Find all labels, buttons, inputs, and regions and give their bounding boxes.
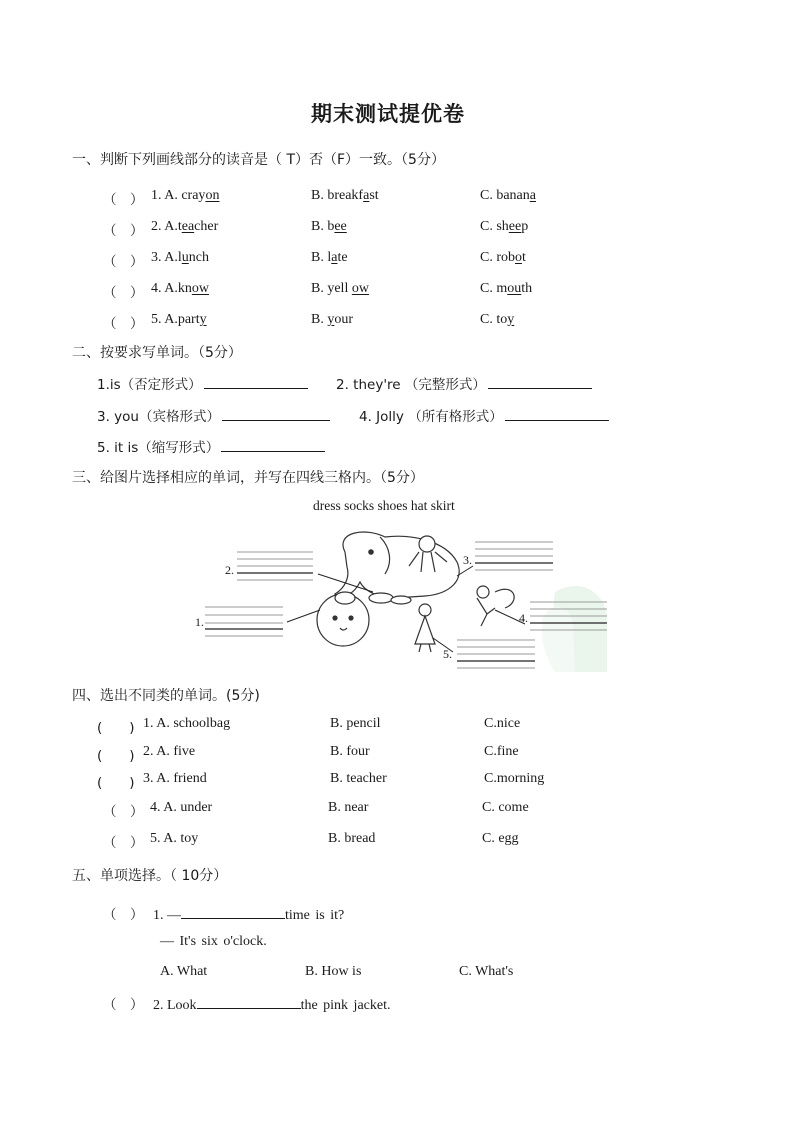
word-option-b: B. four bbox=[330, 744, 370, 759]
answer-paren[interactable]: （ ） bbox=[103, 804, 144, 820]
s2-question-4: 4. Jolly （所有格形式） bbox=[359, 405, 609, 425]
answer-paren[interactable]: ( ) bbox=[97, 775, 135, 791]
word-option-a: 1. A. schoolbag bbox=[143, 716, 231, 731]
answer-blank[interactable] bbox=[505, 406, 609, 421]
question-option-b: B. bee bbox=[311, 219, 347, 234]
section-3-heading: 三、给图片选择相应的单词，并写在四线三格内。（5分） bbox=[72, 470, 424, 486]
answer-paren[interactable]: （ ） bbox=[103, 316, 144, 332]
answer-paren[interactable]: （ ） bbox=[103, 835, 144, 851]
s2-question-2: 2. they're （完整形式） bbox=[336, 373, 592, 393]
s5-question-1-answer: — It's six o'clock. bbox=[160, 934, 267, 949]
answer-blank[interactable] bbox=[222, 406, 330, 421]
picture-label-2: 2. bbox=[225, 563, 234, 577]
s2-question-1: 1.is（否定形式） bbox=[97, 373, 308, 393]
section-4-heading: 四、选出不同类的单词。(5分) bbox=[72, 688, 260, 704]
word-option-b: B. pencil bbox=[330, 716, 381, 731]
question-option-b: B. your bbox=[311, 312, 354, 327]
s5-q1-option-b[interactable]: B. How is bbox=[305, 964, 362, 979]
answer-paren[interactable]: ( ) bbox=[97, 720, 135, 736]
answer-paren[interactable]: （ ） bbox=[103, 223, 144, 239]
word-option-b: B. near bbox=[328, 800, 369, 815]
section-2-heading: 二、按要求写单词。（5分） bbox=[72, 345, 242, 361]
section-5-heading: 五、单项选择。（ 10分） bbox=[72, 868, 228, 884]
word-bank: dress socks shoes hat skirt bbox=[313, 498, 455, 513]
answer-blank[interactable] bbox=[204, 374, 308, 389]
question-option-b: B. yell ow bbox=[311, 281, 369, 296]
s5-q1-option-a[interactable]: A. What bbox=[160, 964, 208, 979]
word-option-b: B. teacher bbox=[330, 771, 387, 786]
picture-label-4: 4. bbox=[519, 611, 528, 625]
picture-label-5: 5. bbox=[443, 647, 452, 661]
word-option-a: 3. A. friend bbox=[143, 771, 207, 786]
clothes-matching-picture bbox=[195, 522, 610, 674]
word-option-a: 2. A. five bbox=[143, 744, 196, 759]
word-option-c: C.nice bbox=[484, 716, 521, 731]
question-option-c: C. banana bbox=[480, 188, 536, 203]
picture-label-3: 3. bbox=[463, 553, 472, 567]
word-option-c: C.fine bbox=[484, 744, 519, 759]
answer-blank[interactable] bbox=[181, 904, 285, 919]
word-option-c: C.morning bbox=[484, 771, 545, 786]
question-option-c: C. mouth bbox=[480, 281, 533, 296]
word-option-c: C. come bbox=[482, 800, 529, 815]
question-option-a: 1. A. crayon bbox=[151, 188, 220, 203]
word-option-a: 4. A. under bbox=[150, 800, 213, 815]
word-option-c: C. egg bbox=[482, 831, 519, 846]
answer-blank[interactable] bbox=[488, 374, 592, 389]
s5-question-2: （ ） 2. Look the pink jacket. bbox=[103, 993, 390, 1014]
answer-paren[interactable]: （ ） bbox=[103, 907, 144, 923]
question-option-a: 5. A.party bbox=[151, 312, 207, 327]
answer-blank[interactable] bbox=[221, 437, 325, 452]
question-option-b: B. breakfast bbox=[311, 188, 379, 203]
question-option-b: B. late bbox=[311, 250, 348, 265]
question-option-a: 2. A.teacher bbox=[151, 219, 219, 234]
question-option-c: C. toy bbox=[480, 312, 515, 327]
question-option-c: C. robot bbox=[480, 250, 526, 265]
answer-paren[interactable]: （ ） bbox=[103, 192, 144, 208]
answer-paren[interactable]: （ ） bbox=[103, 285, 144, 301]
question-option-c: C. sheep bbox=[480, 219, 529, 234]
answer-paren[interactable]: （ ） bbox=[103, 254, 144, 270]
s2-question-3: 3. you（宾格形式） bbox=[97, 405, 330, 425]
answer-paren[interactable]: ( ) bbox=[97, 748, 135, 764]
word-option-a: 5. A. toy bbox=[150, 831, 199, 846]
answer-blank[interactable] bbox=[197, 994, 301, 1009]
question-option-a: 3. A.lunch bbox=[151, 250, 209, 265]
page-title: 期末测试提优卷 bbox=[311, 102, 465, 126]
question-option-a: 4. A.know bbox=[151, 281, 209, 296]
section-1-heading: 一、判断下列画线部分的读音是（ T）否（F）一致。（5分） bbox=[72, 152, 445, 168]
s5-question-1: （ ） 1. — time is it? bbox=[103, 903, 344, 924]
picture-label-1: 1. bbox=[195, 615, 204, 629]
s2-question-5: 5. it is（缩写形式） bbox=[97, 436, 325, 456]
word-option-b: B. bread bbox=[328, 831, 376, 846]
s5-q1-option-c[interactable]: C. What's bbox=[459, 964, 514, 979]
answer-paren[interactable]: （ ） bbox=[103, 997, 144, 1013]
